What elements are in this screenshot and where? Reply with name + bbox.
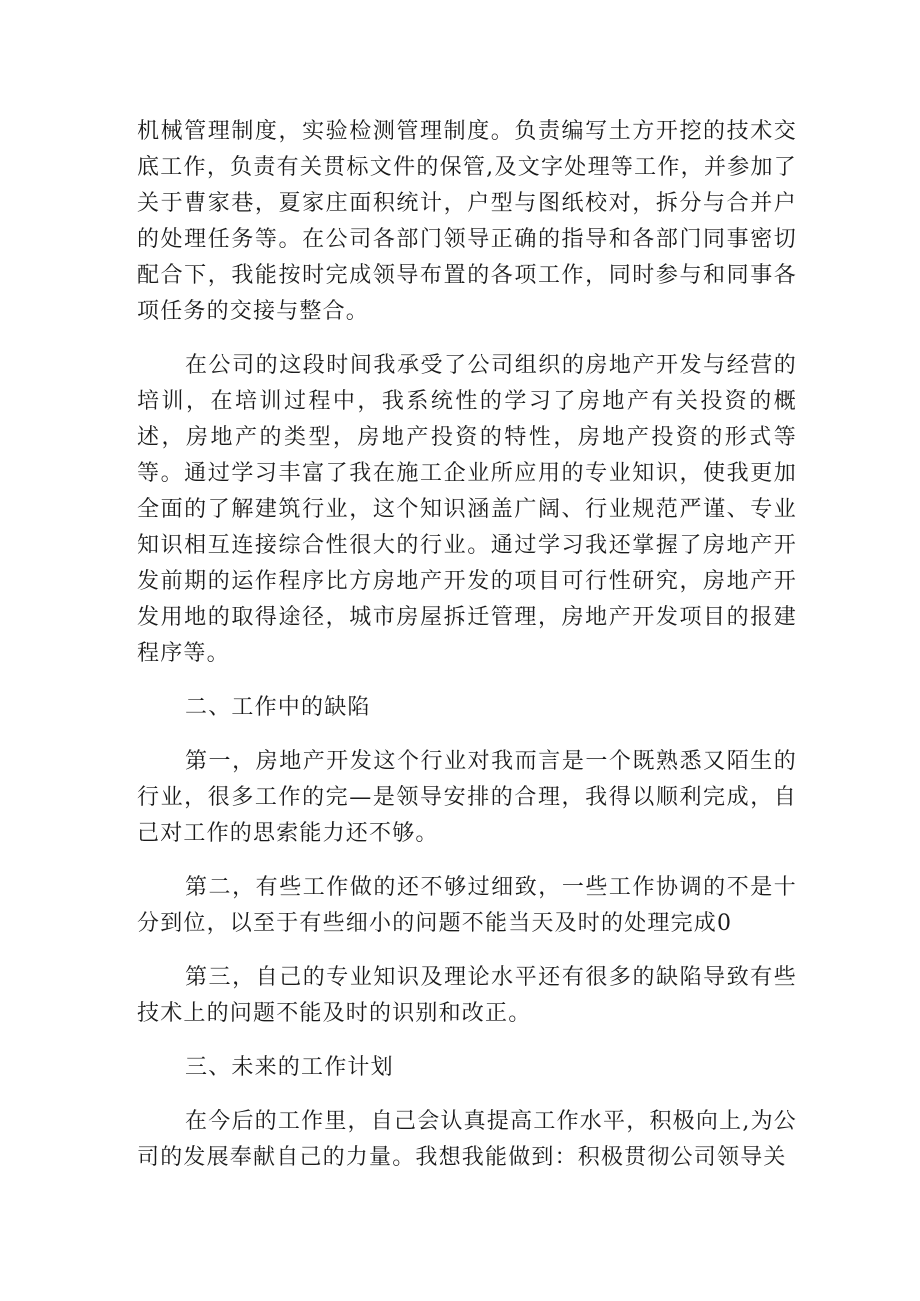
paragraph-3: 第一，房地产开发这个行业对我而言是一个既熟悉又陌生的行业，很多工作的完—是领导安排的合理，我得以顺利完成，自己对工作的思索能力还不够。	[137, 749, 797, 846]
paragraph-5: 第三，自己的专业知识及理论水平还有很多的缺陷导致有些技术上的问题不能及时的识别和改正。	[137, 965, 797, 1026]
paragraph-4: 第二，有些工作做的还不够过细致，一些工作协调的不是十分到位，以至于有些细小的问题不能当天及时的处理完成0	[137, 875, 797, 936]
paragraph-6: 在今后的工作里，自己会认真提高工作水平，积极向上,为公司的发展奉献自己的力量。我想我能做到：积极贯彻公司领导关	[137, 1109, 797, 1170]
paragraph-2: 在公司的这段时间我承受了公司组织的房地产开发与经营的培训，在培训过程中，我系统性的学习了房地产有关投资的概述，房地产的类型，房地产投资的特性，房地产投资的形式等等。通过学习丰富了我在施工企业所应用的专业知识，使我更加全面的了解建筑行业，这个知识涵盖广阔、行业规范严谨、专业知识相互连接综合性很大的行业。通过学习我还掌握了房地产开发前期的运作程序比方房地产开发的项目可行性研究，房地产开发用地的取得途径，城市房屋拆迁管理，房地产开发项目的报建程序等。	[137, 353, 797, 666]
document-body	[137, 114, 797, 1194]
paragraph-1: 机械管理制度，实验检测管理制度。负责编写土方开挖的技术交底工作，负责有关贯标文件的保管,及文字处理等工作，并参加了关于曹家巷，夏家庄面积统计，户型与图纸校对，拆分与合并户的处理任务等。在公司各部门领导正确的指导和各部门同事密切配合下，我能按时完成领导布置的各项工作，同时参与和同事各项任务的交接与整合。	[137, 119, 797, 324]
section-heading-2: 二、工作中的缺陷	[185, 695, 371, 720]
section-heading-3: 三、未来的工作计划	[185, 1055, 394, 1080]
